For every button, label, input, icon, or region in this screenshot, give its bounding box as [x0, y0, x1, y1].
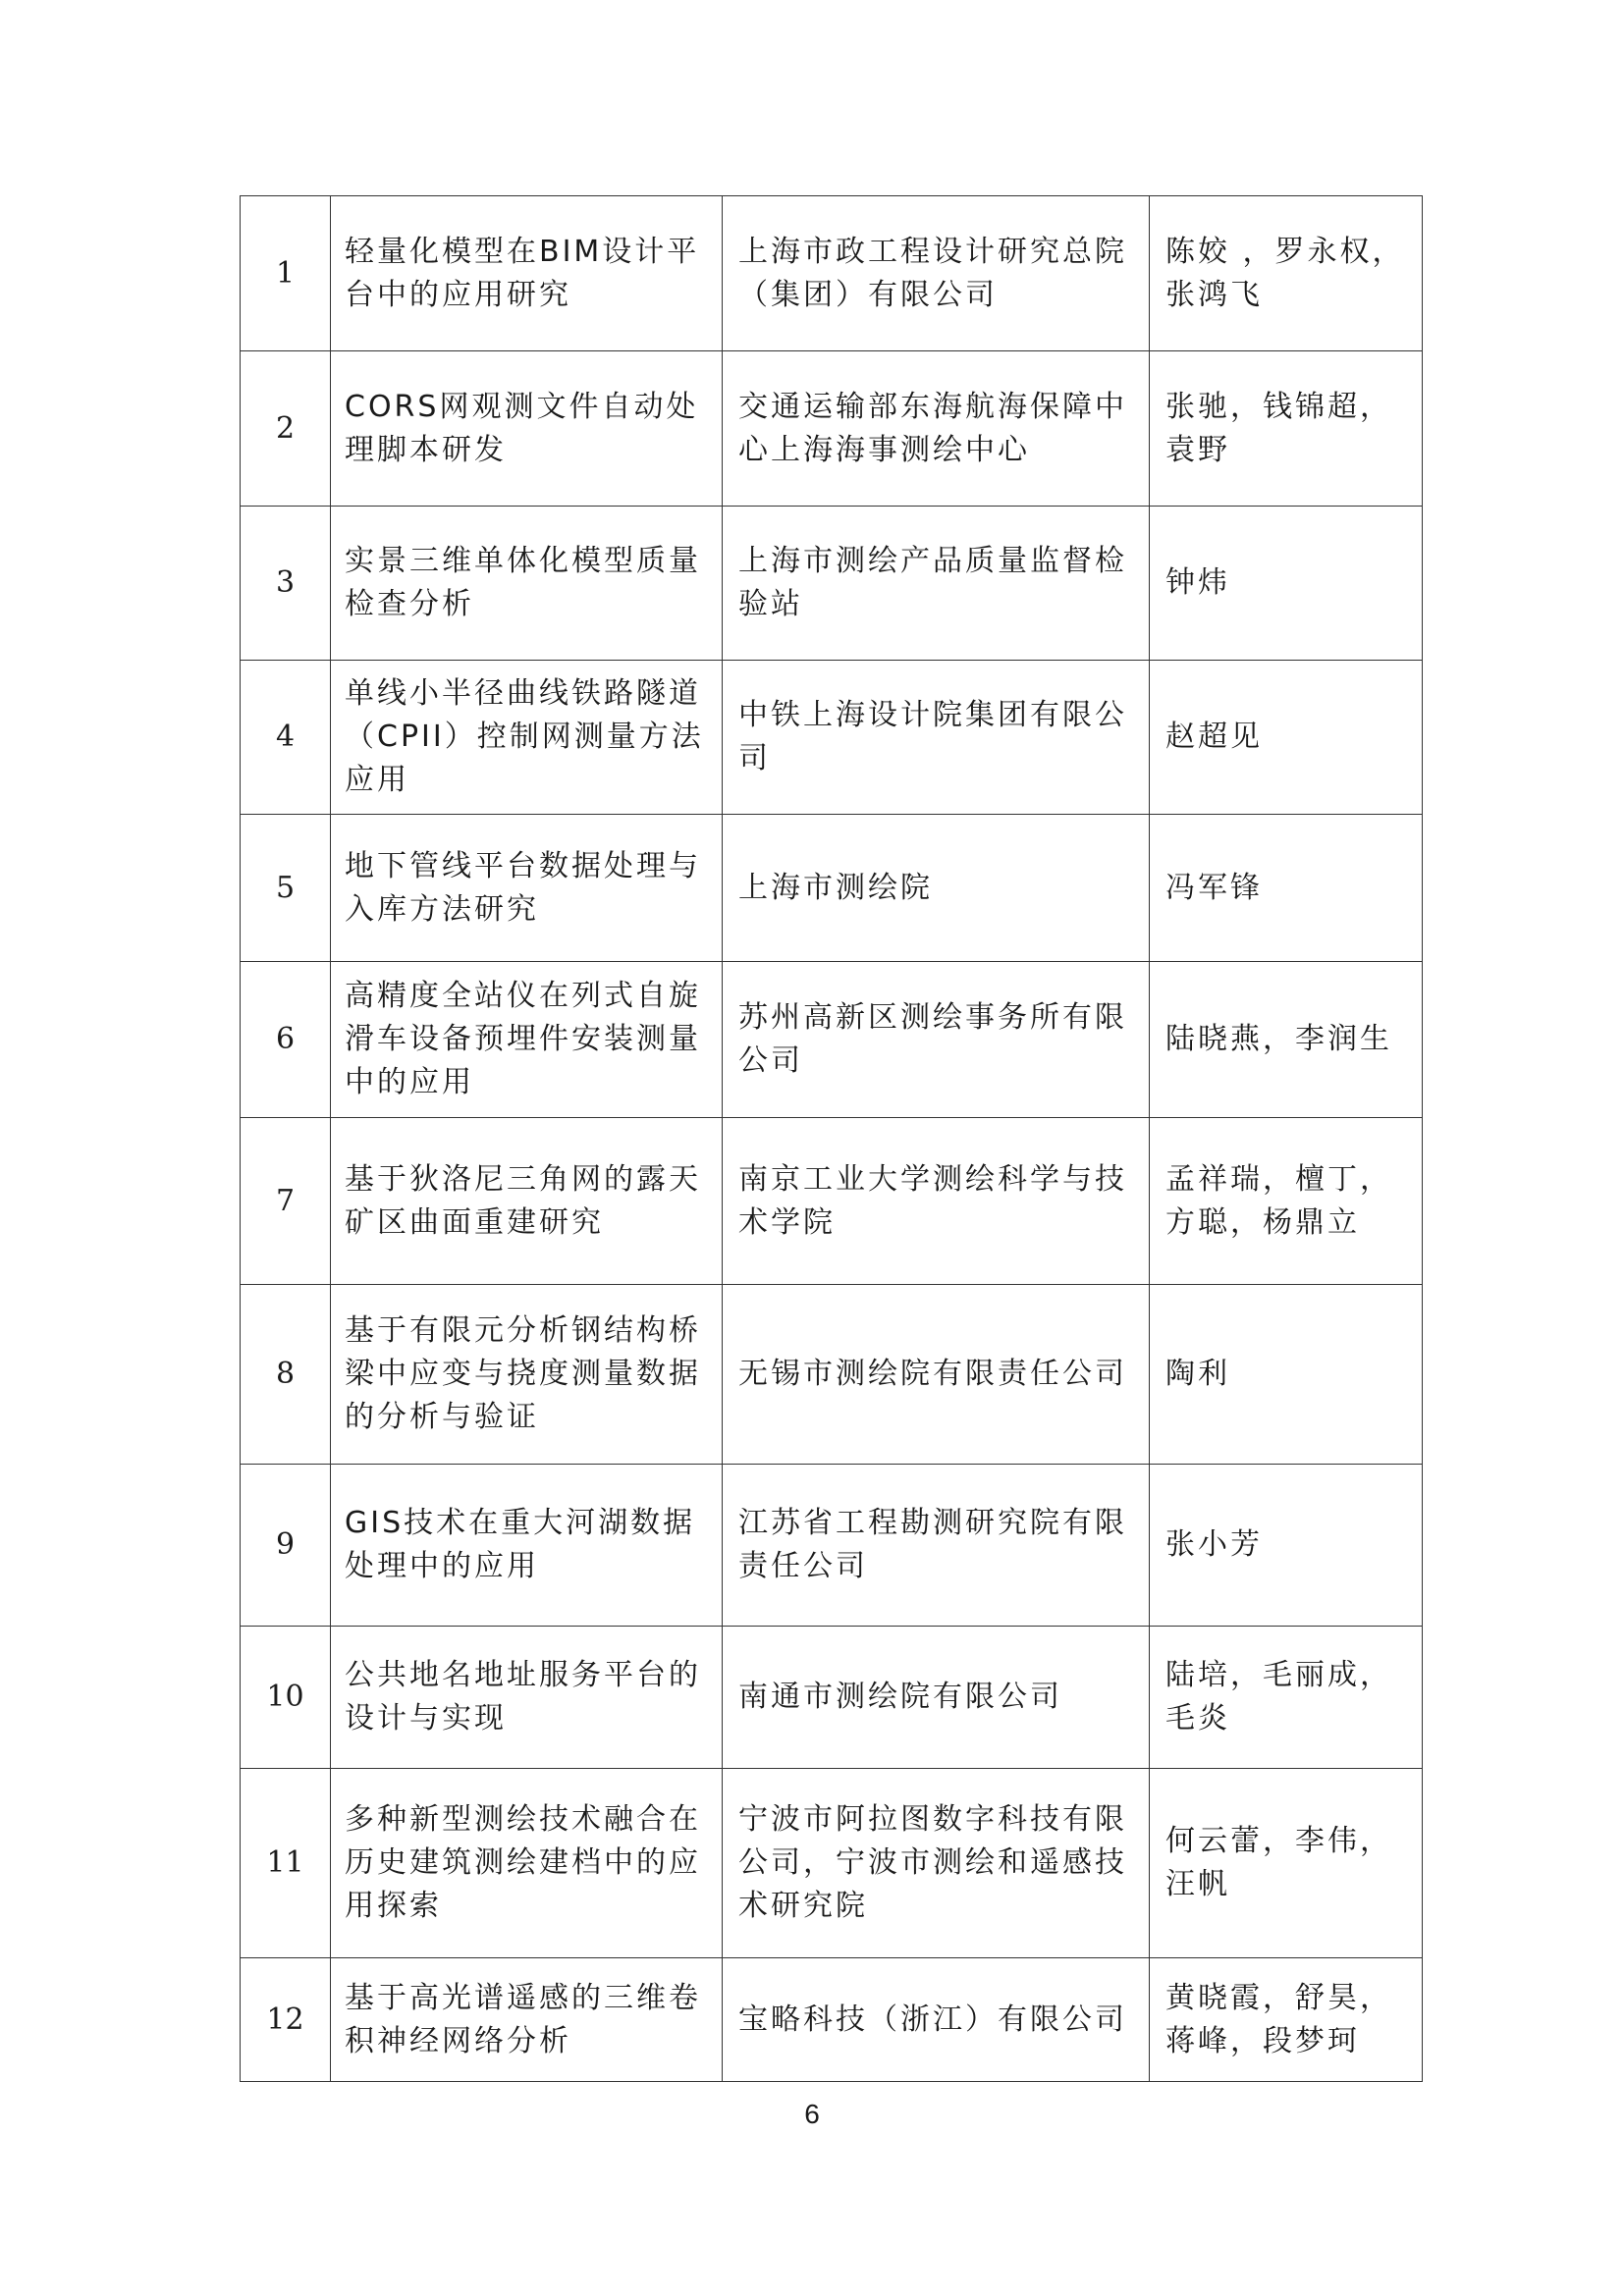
row-number: 5 [241, 815, 331, 962]
row-number: 8 [241, 1285, 331, 1465]
project-title: 多种新型测绘技术融合在历史建筑测绘建档中的应用探索 [331, 1769, 723, 1958]
row-number: 12 [241, 1958, 331, 2082]
organization: 上海市政工程设计研究总院（集团）有限公司 [723, 196, 1150, 351]
organization: 宁波市阿拉图数字科技有限公司，宁波市测绘和遥感技术研究院 [723, 1769, 1150, 1958]
table-row [241, 1285, 1423, 1465]
authors: 赵超见 [1150, 661, 1423, 815]
project-title: 单线小半径曲线铁路隧道（CPII）控制网测量方法应用 [331, 661, 723, 815]
table-row [241, 962, 1423, 1118]
table-row [241, 507, 1423, 661]
row-number: 7 [241, 1118, 331, 1285]
authors: 陆培，毛丽成，毛炎 [1150, 1627, 1423, 1769]
project-title: 公共地名地址服务平台的设计与实现 [331, 1627, 723, 1769]
row-number: 4 [241, 661, 331, 815]
organization: 上海市测绘产品质量监督检验站 [723, 507, 1150, 661]
table-row [241, 1958, 1423, 2082]
organization: 南京工业大学测绘科学与技术学院 [723, 1118, 1150, 1285]
authors: 钟炜 [1150, 507, 1423, 661]
organization: 无锡市测绘院有限责任公司 [723, 1285, 1150, 1465]
authors: 何云蕾，李伟，汪帆 [1150, 1769, 1423, 1958]
authors: 张驰，钱锦超，袁野 [1150, 351, 1423, 507]
organization: 宝略科技（浙江）有限公司 [723, 1958, 1150, 2082]
row-number: 11 [241, 1769, 331, 1958]
table-row [241, 815, 1423, 962]
project-title: 高精度全站仪在列式自旋滑车设备预埋件安装测量中的应用 [331, 962, 723, 1118]
project-list-table [240, 195, 1423, 2082]
authors: 张小芳 [1150, 1465, 1423, 1627]
table-row [241, 1118, 1423, 1285]
authors: 陆晓燕，李润生 [1150, 962, 1423, 1118]
row-number: 3 [241, 507, 331, 661]
table-row [241, 351, 1423, 507]
project-title: 基于有限元分析钢结构桥梁中应变与挠度测量数据的分析与验证 [331, 1285, 723, 1465]
row-number: 9 [241, 1465, 331, 1627]
table-row [241, 196, 1423, 351]
project-title: 地下管线平台数据处理与入库方法研究 [331, 815, 723, 962]
project-title: GIS技术在重大河湖数据处理中的应用 [331, 1465, 723, 1627]
authors: 黄晓霞，舒昊，蒋峰，段梦珂 [1150, 1958, 1423, 2082]
row-number: 10 [241, 1627, 331, 1769]
organization: 江苏省工程勘测研究院有限责任公司 [723, 1465, 1150, 1627]
organization: 上海市测绘院 [723, 815, 1150, 962]
table-row [241, 1769, 1423, 1958]
table-row [241, 661, 1423, 815]
project-title: 基于高光谱遥感的三维卷积神经网络分析 [331, 1958, 723, 2082]
organization: 中铁上海设计院集团有限公司 [723, 661, 1150, 815]
authors: 陶利 [1150, 1285, 1423, 1465]
authors: 冯军锋 [1150, 815, 1423, 962]
row-number: 1 [241, 196, 331, 351]
project-title: 基于狄洛尼三角网的露天矿区曲面重建研究 [331, 1118, 723, 1285]
page-number: 6 [804, 2099, 820, 2129]
organization: 交通运输部东海航海保障中心上海海事测绘中心 [723, 351, 1150, 507]
authors: 孟祥瑞，檀丁，方聪，杨鼎立 [1150, 1118, 1423, 1285]
row-number: 2 [241, 351, 331, 507]
table-row [241, 1465, 1423, 1627]
table-row [241, 1627, 1423, 1769]
project-title: 实景三维单体化模型质量检查分析 [331, 507, 723, 661]
organization: 苏州高新区测绘事务所有限公司 [723, 962, 1150, 1118]
organization: 南通市测绘院有限公司 [723, 1627, 1150, 1769]
project-title: 轻量化模型在BIM设计平台中的应用研究 [331, 196, 723, 351]
authors: 陈姣 ，罗永权，张鸿飞 [1150, 196, 1423, 351]
row-number: 6 [241, 962, 331, 1118]
project-title: CORS网观测文件自动处理脚本研发 [331, 351, 723, 507]
